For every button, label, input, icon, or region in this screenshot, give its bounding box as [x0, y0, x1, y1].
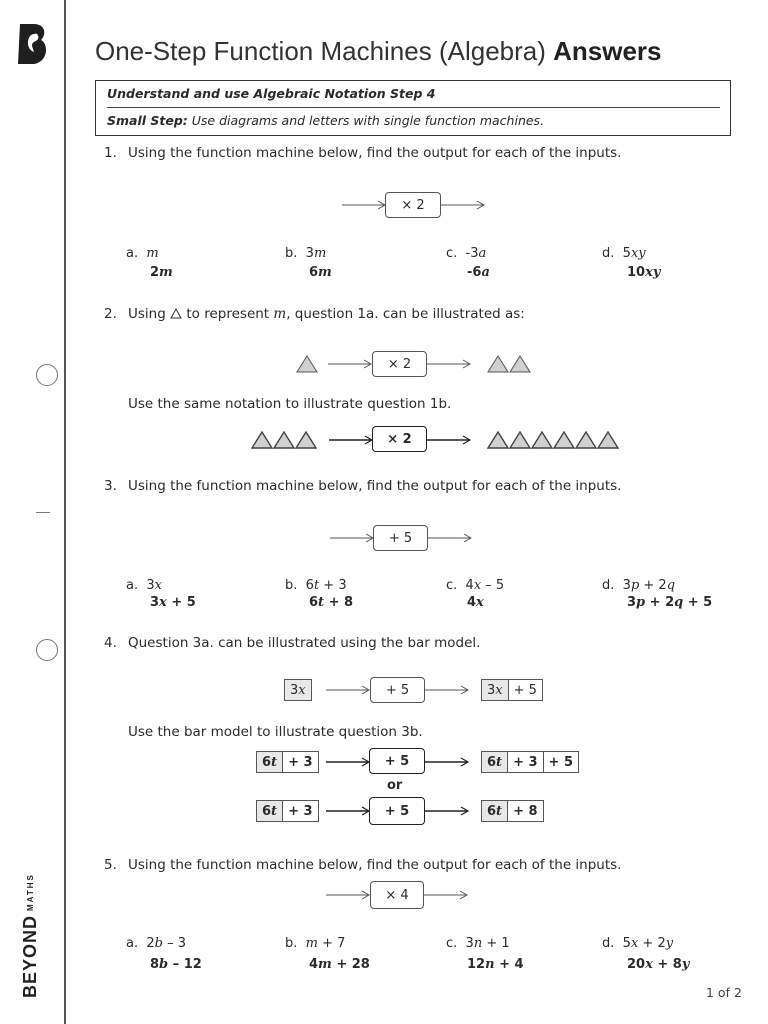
- arrow-right-icon: [326, 890, 370, 900]
- function-machine: + 5: [373, 525, 428, 551]
- option-b: b. 6t + 3: [285, 578, 347, 593]
- option-c: c. -3a: [446, 246, 487, 261]
- question-number: 3.: [104, 478, 117, 494]
- triangle-group: [487, 431, 620, 449]
- option-b: b. m + 7: [285, 936, 346, 951]
- function-machine: + 5: [369, 748, 425, 774]
- answer-b: 4m + 28: [309, 957, 370, 972]
- question-text: Using the function machine below, find the output for each of the inputs.: [128, 857, 622, 873]
- function-machine: + 5: [370, 677, 425, 703]
- option-a: a. 3x: [126, 578, 162, 593]
- option-a: a. 2b – 3: [126, 936, 187, 951]
- brand-sub: MATHS: [26, 873, 35, 911]
- option-c: c. 3n + 1: [446, 936, 510, 951]
- question-text: Using the function machine below, find the output for each of the inputs.: [128, 478, 622, 494]
- triangle-group: [487, 355, 531, 373]
- objective-line: Understand and use Algebraic Notation Step 4: [107, 86, 436, 101]
- arrow-right-icon: [342, 200, 386, 210]
- option-d: d. 5x + 2y: [602, 936, 674, 951]
- answer-b: 6m: [309, 265, 332, 280]
- function-machine: × 4: [370, 881, 424, 909]
- brand-mark: [20, 873, 41, 998]
- question-number: 2.: [104, 306, 117, 322]
- option-d: d. 3p + 2q: [602, 578, 676, 593]
- bar-model-output: 6 t + 8: [481, 800, 544, 822]
- answer-c: 4x: [467, 595, 484, 610]
- punch-hole: [36, 639, 58, 661]
- option-c: c. 4x – 5: [446, 578, 505, 593]
- function-machine: × 2: [372, 351, 427, 377]
- bar-model-input: 6 t + 3: [256, 751, 319, 773]
- triangle-icon: [296, 355, 318, 373]
- question-number: 5.: [104, 857, 117, 873]
- answer-c: -6a: [467, 265, 490, 280]
- answer-a: 3x + 5: [150, 595, 196, 610]
- answer-d: 10xy: [627, 265, 661, 280]
- objective-box: [95, 80, 731, 136]
- sub-question: Use the bar model to illustrate question 3b.: [128, 724, 423, 740]
- function-machine: + 5: [369, 797, 425, 825]
- arrow-right-icon: [427, 435, 471, 445]
- arrow-right-icon: [326, 685, 370, 695]
- bar-model-input: 3 x: [284, 679, 312, 701]
- question-text: Question 3a. can be illustrated using the bar model.: [128, 635, 481, 651]
- arrow-right-icon: [441, 200, 485, 210]
- arrow-right-icon: [328, 359, 372, 369]
- arrow-right-icon: [428, 533, 472, 543]
- arrow-right-icon: [427, 359, 471, 369]
- question-number: 1.: [104, 145, 117, 161]
- triangle-group: [251, 431, 317, 449]
- or-label: or: [387, 778, 403, 793]
- arrow-right-icon: [425, 685, 469, 695]
- arrow-right-icon: [424, 890, 468, 900]
- brand-name: BEYOND: [20, 914, 40, 998]
- bar-model-output: 3 x + 5: [481, 679, 543, 701]
- triangle-icon: [170, 308, 182, 319]
- arrow-right-icon: [330, 533, 374, 543]
- answer-c: 12n + 4: [467, 957, 524, 972]
- sub-question: Use the same notation to illustrate question 1b.: [128, 396, 452, 412]
- small-step-line: Small Step: Use diagrams and letters with single function machines.: [107, 113, 545, 128]
- answer-d: 20x + 8y: [627, 957, 690, 972]
- arrow-right-icon: [326, 806, 370, 816]
- page-title: One-Step Function Machines (Algebra) Answers: [95, 36, 662, 66]
- question-text: Using the function machine below, find the output for each of the inputs.: [128, 145, 622, 161]
- bar-model-input: 6 t + 3: [256, 800, 319, 822]
- arrow-right-icon: [329, 435, 373, 445]
- arrow-right-icon: [425, 806, 469, 816]
- beyond-logo-icon: [14, 22, 52, 66]
- answer-a: 2m: [150, 265, 173, 280]
- arrow-right-icon: [425, 757, 469, 767]
- margin-line: [64, 0, 66, 1024]
- function-machine: × 2: [385, 192, 441, 218]
- divider: [107, 107, 720, 108]
- answer-b: 6t + 8: [309, 595, 354, 610]
- page-number: 1 of 2: [706, 985, 742, 1000]
- answer-a: 8b – 12: [150, 957, 202, 972]
- question-text: Using to represent m, question 1a. can be illustrated as:: [128, 306, 525, 322]
- answer-d: 3p + 2q + 5: [627, 595, 713, 610]
- option-a: a. m: [126, 246, 159, 261]
- fold-mark: [36, 512, 50, 513]
- bar-model-output: 6 t + 3 + 5: [481, 751, 579, 773]
- punch-hole: [36, 364, 58, 386]
- question-number: 4.: [104, 635, 117, 651]
- option-d: d. 5xy: [602, 246, 646, 261]
- arrow-right-icon: [326, 757, 370, 767]
- option-b: b. 3m: [285, 246, 327, 261]
- function-machine: × 2: [372, 426, 427, 452]
